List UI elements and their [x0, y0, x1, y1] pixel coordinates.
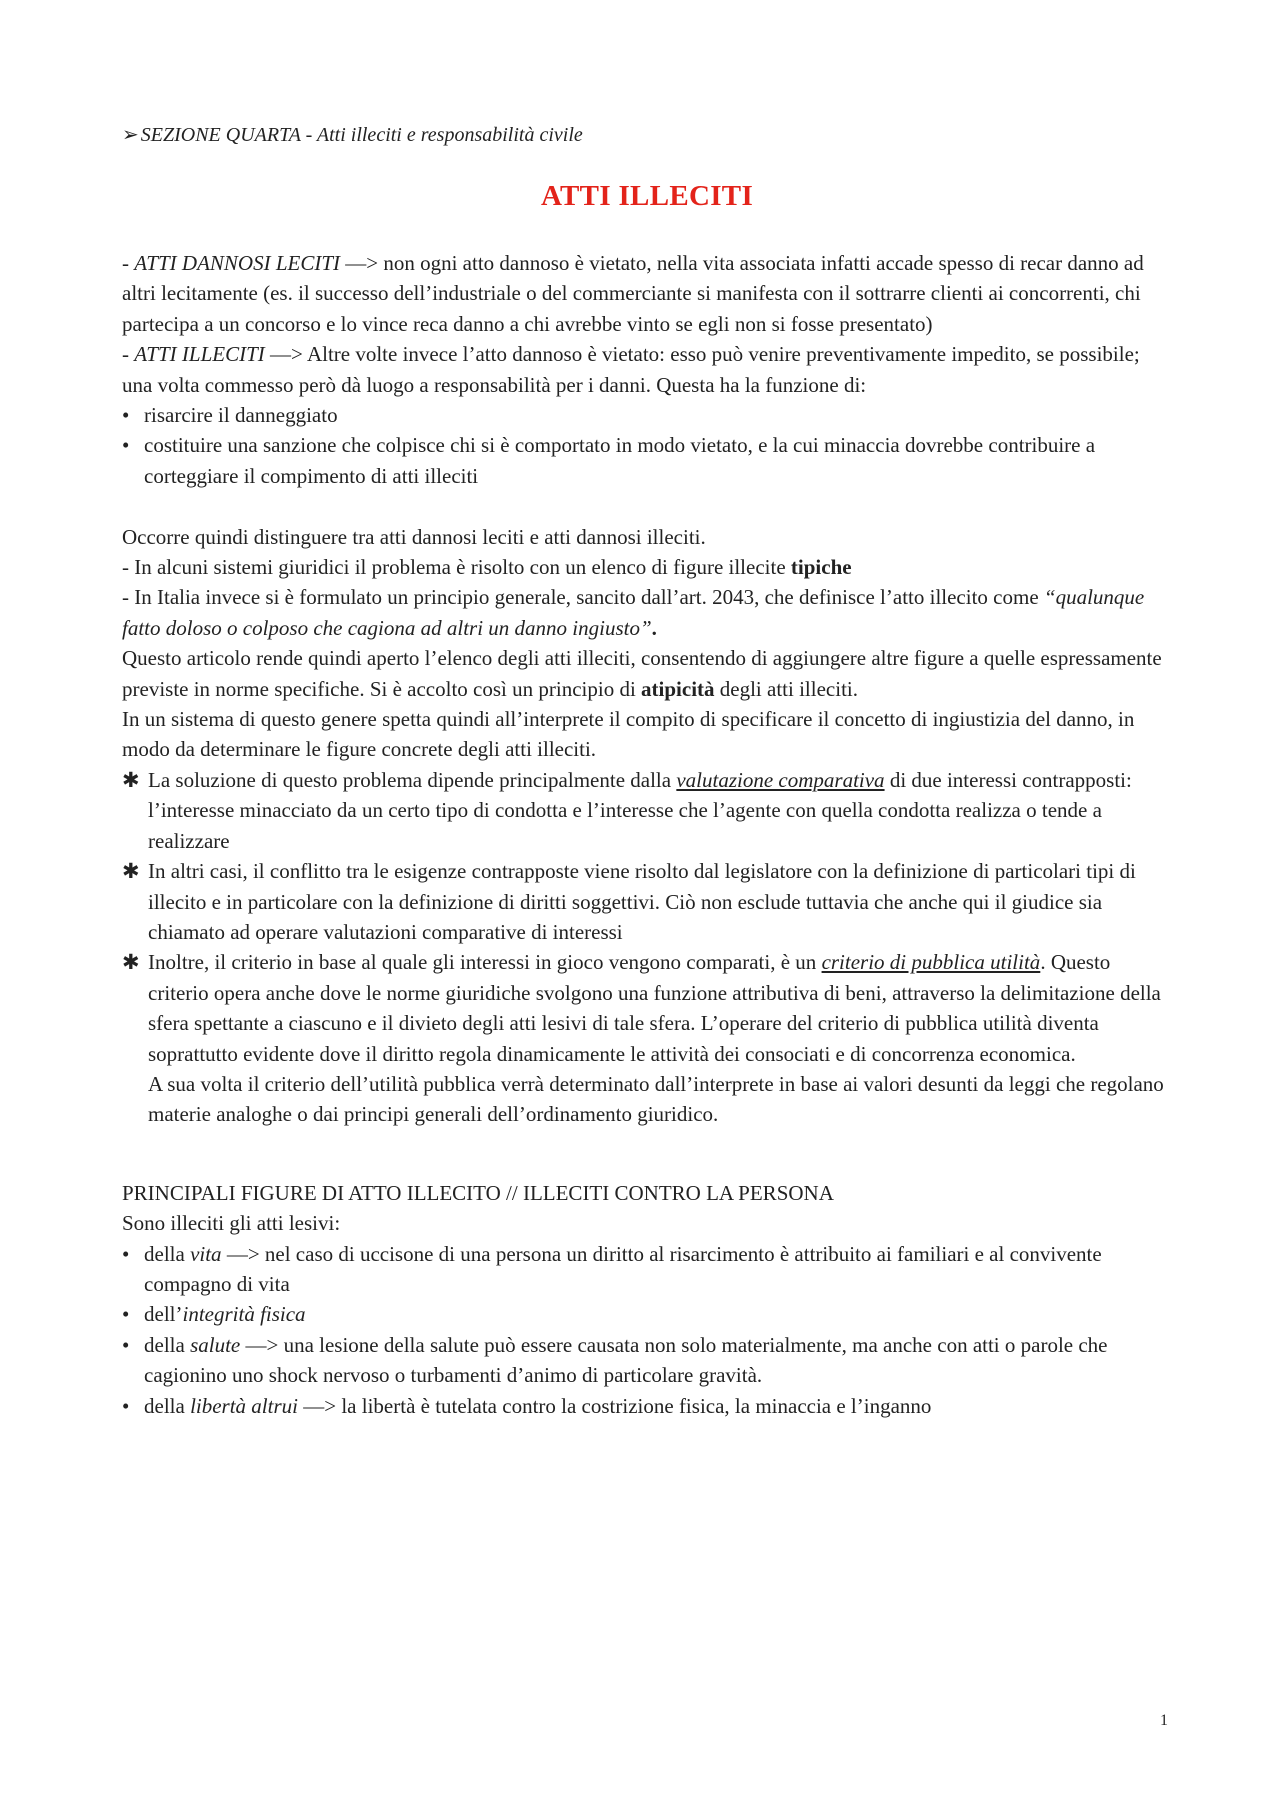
- list-item: [122, 430, 1172, 491]
- art-2043-quote: “qualunque fatto doloso o colposo che cagiona ad altri un danno ingiusto”: [122, 585, 1145, 640]
- section-heading-text: SEZIONE QUARTA - Atti illeciti e responsabilità civile: [140, 124, 583, 146]
- asterisk-bullet-icon: ✱: [122, 767, 140, 792]
- blank-line: [122, 491, 1172, 521]
- term-tipiche: tipiche: [790, 555, 852, 580]
- list-item-prefix: dell’: [144, 1302, 183, 1327]
- dash-prefix: -: [122, 342, 135, 367]
- list-item-prefix: della: [144, 1241, 191, 1266]
- star-item-text: . Questo criterio opera anche dove le norme giuridiche svolgono una funzione attributiva di beni, attraverso la delimitazione della sfera spettante a ciascuno e il divieto degli atti lesivi di tale sfera. L’operare del criterio di pubblica utilità diventa soprattutto evidente dove il diritto regola dinamicamente le attività dei consociati e di concorrenza economica.: [148, 950, 1161, 1066]
- bullet-icon: •: [122, 403, 130, 428]
- term-vita: vita: [190, 1241, 222, 1266]
- paragraph-interprete: In un sistema di questo genere spetta quindi all’interprete il compito di specificare il concetto di ingiustizia del danno, in modo da determinare le figure concrete degli atti illeciti.: [122, 707, 1135, 762]
- atipicita-text: Questo articolo rende quindi aperto l’elenco degli atti illeciti, consentendo di aggiungere altre figure a quelle espressamente previste in norme specifiche. Si è accolto così un principio di: [122, 646, 1162, 701]
- figures-intro: Sono illeciti gli atti lesivi:: [122, 1211, 341, 1236]
- paragraph-atti-leciti: [122, 248, 1172, 339]
- figures-list: [122, 1239, 1172, 1421]
- section-heading: [122, 122, 583, 147]
- list-item-prefix: della: [144, 1393, 191, 1418]
- list-item: [122, 1239, 1172, 1300]
- atti-leciti-text: —> non ogni atto dannoso è vietato, nella vita associata infatti accade spesso di recar danno ad altri lecitamente (es. il successo dell’industriale o del commerciante si manifesta con il sottrarre clienti ai concorrenti, chi partecipa a un concorso e lo vince reca danno a chi avrebbe vinto se egli non si fosse presentato): [122, 251, 1144, 336]
- list-item: [122, 400, 1172, 430]
- term-salute: salute: [190, 1332, 241, 1357]
- dash-prefix: -: [122, 251, 135, 275]
- section-gap: [122, 1130, 1172, 1178]
- star-item-text: La soluzione di questo problema dipende principalmente dalla: [148, 767, 677, 792]
- list-item-prefix: della: [144, 1332, 191, 1357]
- star-item-text: In altri casi, il conflitto tra le esigenze contrapposte viene risolto dal legislatore con la definizione di particolari tipi di illecito e in particolare con la definizione di diritti soggettivi. Ciò non esclude tuttavia che anche qui il giudice sia chiamato ad operare valutazioni comparative di interessi: [148, 859, 1136, 944]
- bullet-icon: •: [122, 1302, 130, 1327]
- paragraph-art-2043: [122, 582, 1172, 643]
- list-item-text: risarcire il danneggiato: [144, 403, 338, 428]
- term-liberta-altrui: libertà altrui: [190, 1393, 298, 1418]
- term-integrita-fisica: integrità fisica: [182, 1302, 306, 1327]
- star-list: [122, 765, 1172, 1130]
- star-item-text: Inoltre, il criterio in base al quale gli interessi in gioco vengono comparati, è un: [148, 950, 822, 975]
- functions-list: [122, 400, 1172, 491]
- list-item-text: —> nel caso di uccisone di una persona un diritto al risarcimento è attribuito ai familiari e al convivente compagno di vita: [144, 1241, 1102, 1296]
- list-item-text: —> una lesione della salute può essere causata non solo materialmente, ma anche con atti o parole che cagionino uno shock nervoso o turbamenti d’animo di particolare gravità.: [144, 1332, 1108, 1388]
- art-2043-text: - In Italia invece si è formulato un principio generale, sancito dall’art. 2043, che definisce l’atto illecito come: [122, 585, 1044, 610]
- figures-heading: PRINCIPALI FIGURE DI ATTO ILLECITO // ILLECITI CONTRO LA PERSONA: [122, 1180, 834, 1205]
- list-item: [122, 1330, 1172, 1391]
- bullet-icon: •: [122, 1393, 130, 1418]
- term-atti-dannosi-leciti: ATTI DANNOSI LECITI: [134, 251, 340, 275]
- list-item: [122, 1299, 1172, 1329]
- star-item-conflitto: [122, 856, 1172, 947]
- term-atti-illeciti: ATTI ILLECITI: [134, 342, 265, 367]
- page-title: ATTI ILLECITI: [540, 180, 754, 212]
- star-item-text: A sua volta il criterio dell’utilità pubblica verrà determinato dall’interprete in base ai valori desunti da leggi che regolano materie analoghe o dai principi generali dell’ordinamento giuridico.: [148, 1071, 1164, 1127]
- term-atipicita: atipicità: [641, 676, 715, 701]
- bullet-icon: •: [122, 1241, 130, 1266]
- list-item: [122, 1391, 1172, 1421]
- star-item-valutazione: [122, 765, 1172, 856]
- list-item-text: costituire una sanzione che colpisce chi si è comportato in modo vietato, e la cui minaccia dovrebbe contribuire a corteggiare il compimento di atti illeciti: [144, 433, 1096, 488]
- paragraph-tipiche: [122, 552, 1172, 582]
- atti-illeciti-text: —> Altre volte invece l’atto dannoso è vietato: esso può venire preventivamente impedito, se possibile; una volta commesso però dà luogo a responsabilità per i danni. Questa ha la funzione di:: [122, 342, 1140, 397]
- paragraph-atipicita: [122, 643, 1172, 704]
- tipiche-text: - In alcuni sistemi giuridici il problema è risolto con un elenco di figure illecite: [122, 555, 791, 580]
- list-item-text: —> la libertà è tutelata contro la costrizione fisica, la minaccia e l’inganno: [298, 1393, 932, 1418]
- bullet-icon: •: [122, 1332, 130, 1357]
- bullet-icon: •: [122, 433, 130, 458]
- star-item-pubblica-utilita: [122, 947, 1172, 1129]
- arrow-bullet-icon: ➢: [122, 124, 139, 146]
- asterisk-bullet-icon: ✱: [122, 950, 140, 975]
- document-body: [122, 248, 1172, 1421]
- quote-period: .: [651, 615, 657, 640]
- atipicita-end: degli atti illeciti.: [714, 676, 858, 701]
- paragraph-atti-illeciti: [122, 339, 1172, 400]
- star-item-text: di due interessi contrapposti: l’interesse minacciato da un certo tipo di condotta e l’interesse che l’agente con quella condotta realizza o tende a realizzare: [148, 767, 1132, 853]
- term-criterio-pubblica-utilita: criterio di pubblica utilità: [821, 950, 1041, 975]
- term-valutazione-comparativa: valutazione comparativa: [676, 767, 885, 792]
- paragraph-distinction: Occorre quindi distinguere tra atti dannosi leciti e atti dannosi illeciti.: [122, 524, 706, 549]
- asterisk-bullet-icon: ✱: [122, 859, 140, 884]
- page-number: 1: [1160, 1712, 1168, 1729]
